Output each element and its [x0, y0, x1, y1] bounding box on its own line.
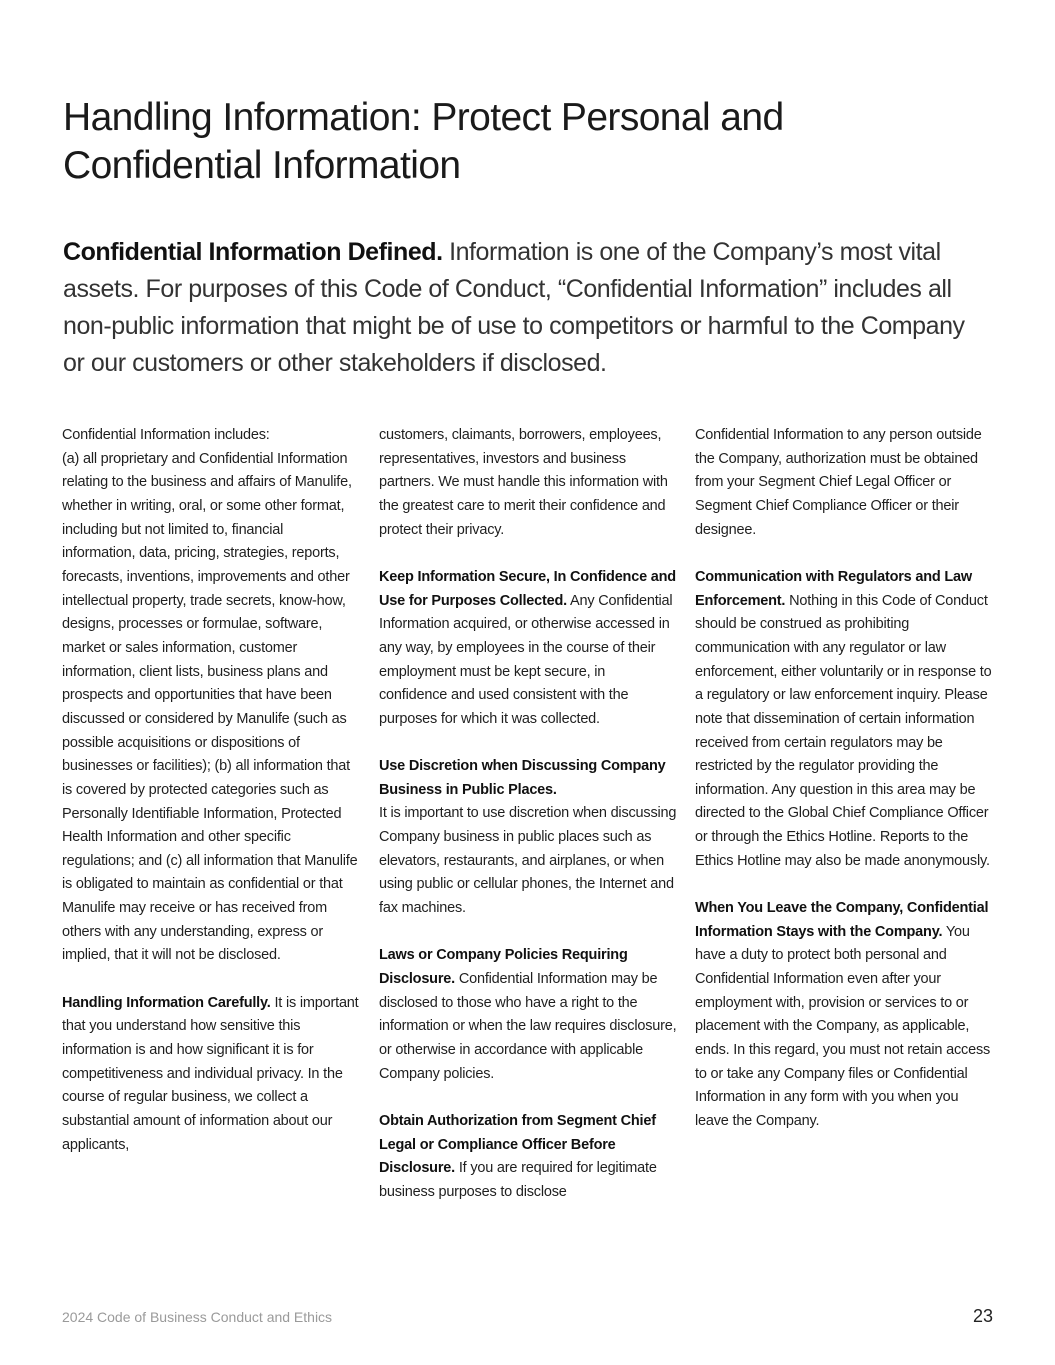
- authorization-text: If you are required for legitimate business purposes to disclose: [379, 1160, 657, 1200]
- regulators-paragraph: [695, 566, 993, 874]
- intro-heading: Confidential Information Defined.: [63, 238, 443, 266]
- disclosure-laws-heading: Laws or Company Policies Requiring Disclosure.: [379, 947, 628, 988]
- confidential-includes-paragraph: [62, 424, 360, 968]
- discretion-paragraph: [379, 755, 677, 921]
- continued-text: customers, claimants, borrowers, employees, representatives, investors and business partners. We must handle this information with the greatest care to merit their confidence and protect their privacy.: [379, 427, 668, 538]
- authorization-continued-text: Confidential Information to any person outside the Company, authorization must be obtained from your Segment Chief Legal Officer or Segment Chief Compliance Officer or their designee.: [695, 427, 982, 538]
- disclosure-laws-text: Confidential Information may be disclosed to those who have a right to the information or when the law requires disclosure, or otherwise in accordance with applicable Company policies.: [379, 971, 677, 1082]
- handling-carefully-paragraph: [62, 992, 360, 1158]
- column-2: [379, 424, 677, 1228]
- keep-secure-heading: Keep Information Secure, In Confidence and Use for Purposes Collected.: [379, 568, 676, 609]
- includes-text: (a) all proprietary and Confidential Information relating to the business and affairs of Manulife, whether in writing, oral, or some other format, including but not limited to, financial information, data, pricing, strategies, reports, forecasts, inventions, improvements and other intellectual property, trade secrets, know-how, designs, processes or formulae, software, market or sales information, customer information, client lists, business plans and prospects and opportunities that have been discussed or considered by Manulife (such as possible acquisitions or dispositions of businesses or facilities); (b) all information that is covered by protected categories such as Personally Identifiable Information, Protected Health Information and other specific regulations; and (c) all information that Manulife is obligated to maintain as confidential or that Manulife may receive or has received from others with any understanding, express or implied, that it will not be disclosed.: [62, 450, 358, 964]
- authorization-heading: Obtain Authorization from Segment Chief Legal or Compliance Officer Before Disclosure.: [379, 1112, 656, 1177]
- continued-paragraph: [379, 424, 677, 542]
- page-number: 23: [972, 1306, 993, 1326]
- authorization-continued-paragraph: [695, 424, 993, 542]
- leave-company-paragraph: [695, 897, 993, 1134]
- discretion-text: It is important to use discretion when discussing Company business in public places such as elevators, restaurants, and airplanes, or when using public or cellular phones, the Internet and fax machines.: [379, 805, 677, 917]
- disclosure-laws-paragraph: [379, 944, 677, 1086]
- handling-carefully-heading: Handling Information Carefully.: [62, 994, 271, 1011]
- keep-secure-paragraph: [379, 566, 677, 732]
- intro-text: Information is one of the Company’s most vital assets. For purposes of this Code of Conduct, “Confidential Information” includes all non-public information that might be of use to competitors or harmful to the Company or our customers or other stakeholders if disclosed.: [63, 238, 965, 377]
- keep-secure-text: Any Confidential Information acquired, or otherwise accessed in any way, by employees in the course of their employment must be kept secure, in confidence and used consistent with the purposes for which it was collected.: [379, 592, 673, 727]
- footer-document-title: 2024 Code of Business Conduct and Ethics: [62, 1309, 333, 1325]
- handling-carefully-text: It is important that you understand how sensitive this information is and how significant it is for competitiveness and individual privacy. In the course of regular business, we collect a substantial amount of information about our applicants,: [62, 994, 359, 1153]
- includes-lead: Confidential Information includes:: [62, 427, 270, 443]
- authorization-paragraph: [379, 1110, 677, 1205]
- regulators-text: Nothing in this Code of Conduct should be construed as prohibiting communication with any regulator or law enforcement, either voluntarily or in response to a regulatory or law enforcement inquiry. Please note that dissemination of certain information received from certain regulators may be restricted by the regulator providing the information. Any question in this area may be directed to the Global Chief Compliance Officer or through the Ethics Hotline. Reports to the Ethics Hotline may also be made anonymously.: [695, 592, 992, 869]
- column-3: [695, 424, 993, 1157]
- regulators-heading: Communication with Regulators and Law Enforcement.: [695, 568, 972, 609]
- intro-paragraph: [63, 234, 973, 382]
- leave-company-heading: When You Leave the Company, Confidential Information Stays with the Company.: [695, 900, 989, 940]
- leave-company-text: You have a duty to protect both personal and Confidential Information even after your employment with, provision or services to or placement with the Company, as applicable, ends. In this regard, you must not retain access to or take any Company files or Confidential Information in any form with you when you leave the Company.: [695, 923, 991, 1129]
- column-1: [62, 424, 360, 1181]
- page-title: Handling Information: Protect Personal and Confidential Information: [63, 96, 784, 187]
- discretion-heading: Use Discretion when Discussing Company Business in Public Places.: [379, 758, 666, 798]
